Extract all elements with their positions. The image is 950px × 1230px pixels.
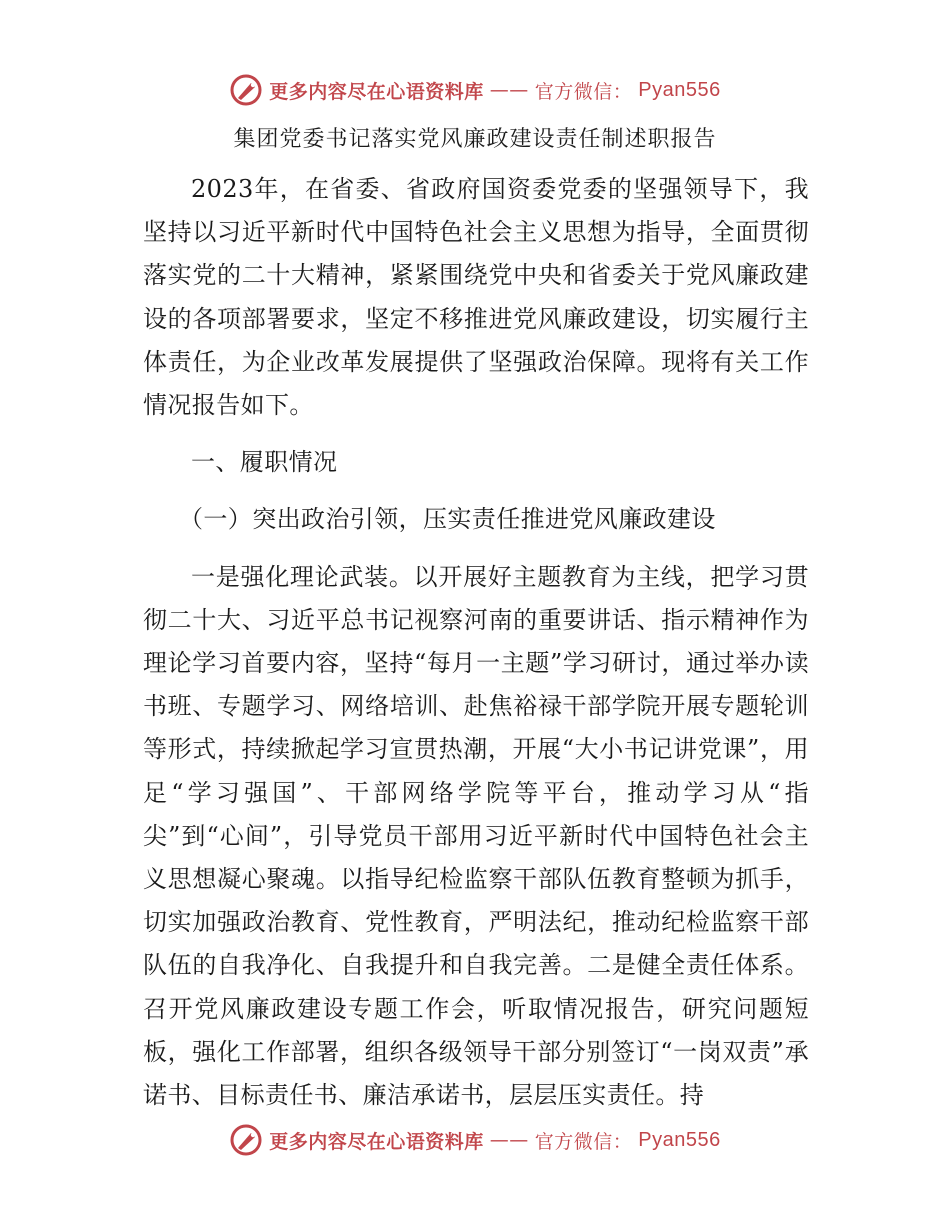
- pen-nib-logo-icon: [229, 1123, 263, 1157]
- section-heading: 一、履职情况: [191, 448, 338, 477]
- document-title: 集团党委书记落实党风廉政建设责任制述职报告: [233, 127, 717, 152]
- banner-dash: ——: [489, 1129, 529, 1151]
- banner-dash: ——: [489, 79, 529, 101]
- banner-wechat-handle: Pyan556: [638, 1128, 721, 1151]
- document-body: [143, 168, 809, 1117]
- header-watermark-banner: [0, 70, 950, 110]
- banner-wechat-label: 官方微信：: [534, 1130, 633, 1153]
- pen-nib-logo-icon: [229, 73, 263, 107]
- intro-paragraph: 2023年，在省委、省政府国资委党委的坚强领导下，我坚持以习近平新时代中国特色社会主义思想为指导，全面贯彻落实党的二十大精神，紧紧围绕党中央和省委关于党风廉政建设的各项部署要求，坚定不移推进党风廉政建设，切实履行主体责任，为企业改革发展提供了坚强政治保障。现将有关工作情况报告如下。: [143, 175, 809, 420]
- banner-wechat-handle: Pyan556: [638, 78, 721, 101]
- section-subheading: （一）突出政治引领，压实责任推进党风廉政建设: [179, 505, 716, 534]
- footer-watermark-banner: [0, 1120, 950, 1160]
- banner-slogan: 更多内容尽在心语资料库: [269, 1130, 484, 1153]
- banner-wechat-label: 官方微信：: [534, 80, 633, 103]
- banner-slogan: 更多内容尽在心语资料库: [269, 80, 484, 103]
- body-paragraph: 一是强化理论武装。以开展好主题教育为主线，把学习贯彻二十大、习近平总书记视察河南的重要讲话、指示精神作为理论学习首要内容，坚持“每月一主题”学习研讨，通过举办读书班、专题学习、网络培训、赴焦裕禄干部学院开展专题轮训等形式，持续掀起学习宣贯热潮，开展“大小书记讲党课”，用足“学习强国”、干部网络学院等平台，推动学习从“指尖”到“心间”，引导党员干部用习近平新时代中国特色社会主义思想凝心聚魂。以指导纪检监察干部队伍教育整顿为抓手，切实加强政治教育、党性教育，严明法纪，推动纪检监察干部队伍的自我净化、自我提升和自我完善。二是健全责任体系。召开党风廉政建设专题工作会，听取情况报告，研究问题短板，强化工作部署，组织各级领导干部分别签订“一岗双责”承诺书、目标责任书、廉洁承诺书，层层压实责任。持: [143, 562, 809, 1110]
